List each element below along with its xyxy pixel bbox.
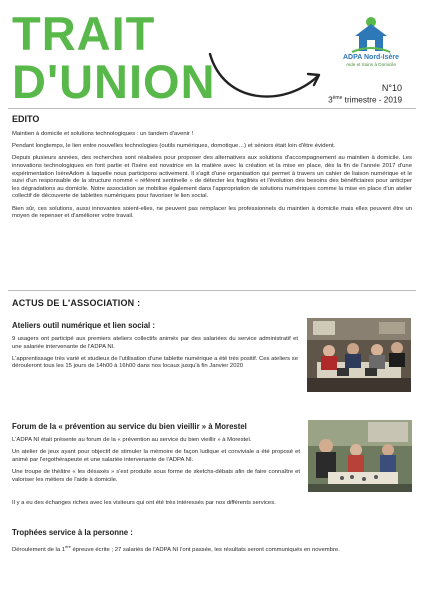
logo-name: ADPA Nord-Isère (342, 54, 399, 61)
forum-paragraph: Il y a eu des échanges riches avec les visiteurs qui ont été très intéressés par nos différents services. (12, 500, 276, 506)
forum-tail (12, 500, 412, 512)
ateliers-paragraph: L'apprentissage très varié et studieux de l'utilisation d'une tablette numérique a été très positif. Ces ateliers se dérouleront tous les 15 jours de 14h00 à 16h00 dans nos locaux jusqu'à fin Janvier 2020 (12, 355, 298, 370)
actus-heading: ACTUS DE L'ASSOCIATION : (12, 298, 141, 308)
edito-paragraph: Bien sûr, ces solutions, aussi innovantes soient-elles, ne peuvent pas remplacer les professionnels du maintien à domicile mais elles peuvent être un moyen de repenser et d'améliorer votre travail. (12, 205, 412, 220)
edito-heading: EDITO (12, 114, 40, 124)
trophees-paragraph (12, 543, 412, 555)
ateliers-heading: Ateliers outil numérique et lien social : (12, 321, 155, 330)
edito-paragraph: Depuis plusieurs années, des recherches sont réalisées pour proposer des alternatives aux solutions d'accompagnement au maintien à domicile. Les innovations technologiques en font partie et l'Isère est novatrice en la matière avec la création et la mise en place, dès la fin de l'année 2017 d'une expérimentation IsèreAdom à laquelle nous participons activement. Il s'agit d'une organisation qui permet à travers un cahier de liaison numérique et le suivi d'un responsable de la structure nommé « référent sentinelle » de détecter les fragilités et l'évolution des besoins des bénéficiaires pour anticiper les dégradations au domicile. Notre association se mobilise également dans l'appropriation de solutions numériques comme la mise en place d'un atelier collectif de découverte de tablettes numériques pour favoriser le lien social. (12, 155, 412, 200)
trophees-text-sup: ère (65, 544, 71, 549)
trophees-text-post: épreuve écrite ; 27 salariés de l'ADPA NI l'ont passée, les résultats seront communiqués en novembre. (70, 546, 340, 553)
newsletter-title (12, 7, 216, 108)
forum-paragraph: Une troupe de théâtre « les désaxés » s'est produite sous forme de sketchs-débats afin de faire connaître et valoriser les métiers de l'aide à domicile. (12, 468, 300, 483)
forum-paragraph: Un atelier de jeux ayant pour objectif de stimuler la mémoire de façon ludique et conviviale a été proposé et animé par l'ergothérapeute et une salariée intervenante de l'ADPA NI. (12, 449, 300, 463)
quarter-label (328, 95, 402, 105)
title-line-1: TRAIT (12, 7, 156, 60)
title-line-2: D'UNION (12, 55, 216, 108)
edito-paragraph: Pendant longtemps, le lien entre nouvelles technologies (outils numériques, domotique…) et séniors était loin d'être évident. (12, 143, 336, 150)
quarter-text: trimestre - 2019 (342, 95, 402, 105)
quarter-suffix-sup: ème (332, 95, 343, 101)
ateliers-photo (307, 318, 411, 392)
house-logo-icon (349, 14, 393, 54)
trophees-text-pre: Déroulement de la 1 (12, 546, 66, 553)
issue-number: N°10 (381, 83, 402, 93)
forum-body (12, 437, 300, 489)
trophees-body (12, 543, 412, 559)
ateliers-body (12, 336, 298, 376)
adpa-logo (332, 14, 410, 68)
logo-subtitle: Aide et Soins à Domicile (346, 62, 396, 67)
forum-paragraph: L'ADPA NI était présente au forum de la « prévention au service du bien vieillir » à Morestel. (12, 437, 252, 443)
trophees-heading: Trophées service à la personne : (12, 528, 133, 537)
forum-heading: Forum de la « prévention au service du bien vieillir » à Morestel (12, 422, 247, 431)
section-divider (8, 290, 416, 291)
quarter-number: 3 (328, 95, 333, 105)
curved-arrow-icon (204, 46, 324, 108)
edito-body (12, 131, 412, 225)
edito-paragraph: Maintien à domicile et solutions technologiques : un tandem d'avenir ! (12, 131, 194, 137)
forum-photo (308, 420, 412, 492)
edito-divider (8, 108, 416, 109)
ateliers-paragraph: 9 usagers ont participé aux premiers ateliers collectifs animés par des salariées du service administratif et une salariée intervenante de l'ADPA NI. (12, 336, 298, 350)
